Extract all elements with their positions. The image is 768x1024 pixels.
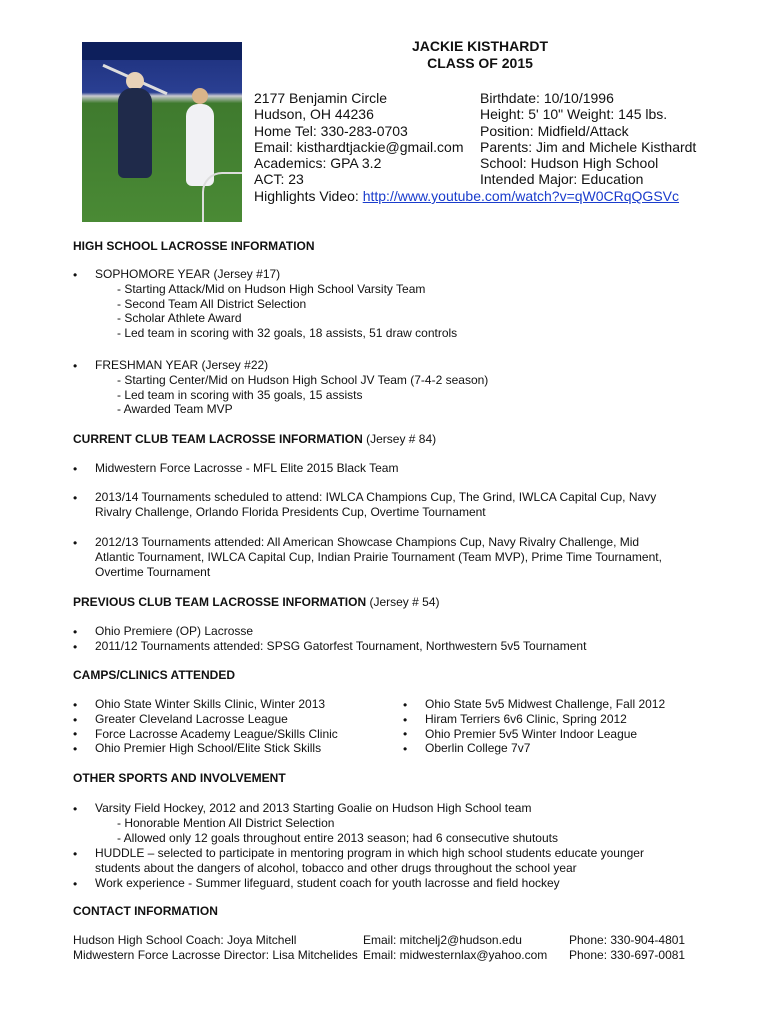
list-item: - Led team in scoring with 35 goals, 15 assists — [117, 387, 363, 402]
bullet: • — [73, 359, 78, 373]
contact-email — [363, 933, 547, 963]
highlights-video — [254, 188, 679, 204]
director-phone: Phone: 330-697-0081 — [569, 947, 686, 962]
section-contact: CONTACT INFORMATION — [73, 904, 218, 918]
list-item: - Starting Center/Mid on Hudson High School JV Team (7-4-2 season) — [117, 372, 489, 387]
photo-defender-head — [192, 88, 208, 104]
bullet: • — [403, 727, 408, 741]
field-hockey — [95, 801, 558, 845]
bullet: • — [73, 727, 78, 741]
list-item: - Scholar Athlete Award — [117, 311, 242, 326]
camps-right — [425, 697, 665, 756]
list-item: Greater Cleveland Lacrosse League — [95, 711, 288, 726]
section-previous-club: PREVIOUS CLUB TEAM LACROSSE INFORMATION (Jersey # 54) — [73, 595, 440, 609]
intended-major: Intended Major: Education — [480, 171, 644, 188]
bullet: • — [73, 847, 78, 861]
text-line: Rivalry Challenge, Orlando Florida Presidents Cup, Overtime Tournament — [95, 504, 486, 519]
list-item: - Led team in scoring with 32 goals, 18 assists, 51 draw controls — [117, 326, 458, 341]
list-item: Ohio Premier High School/Elite Stick Skills — [95, 741, 322, 756]
bullet: • — [73, 491, 78, 505]
home-tel: Home Tel: 330-283-0703 — [254, 122, 408, 139]
list-item: - Starting Attack/Mid on Hudson High School Varsity Team — [117, 281, 426, 296]
sophomore-year — [95, 267, 457, 341]
freshman-year — [95, 358, 488, 417]
photo-player — [118, 88, 152, 178]
coach-name: Hudson High School Coach: Joya Mitchell — [73, 933, 297, 947]
list-item: Ohio State Winter Skills Clinic, Winter 2013 — [95, 697, 326, 711]
list-item: - Allowed only 12 goals throughout entire 2013 season; had 6 consecutive shutouts — [117, 830, 558, 845]
bullet: • — [73, 268, 78, 282]
bullet: • — [73, 713, 78, 727]
list-item: Oberlin College 7v7 — [425, 741, 531, 756]
email: Email: kisthardtjackie@gmail.com — [254, 138, 464, 155]
position: Position: Midfield/Attack — [480, 122, 629, 139]
huddle — [95, 846, 644, 876]
current-team: Midwestern Force Lacrosse - MFL Elite 2015 Black Team — [95, 461, 399, 475]
text-line: Varsity Field Hockey, 2012 and 2013 Starting Goalie on Hudson High School team — [95, 801, 532, 815]
list-item: - Awarded Team MVP — [117, 402, 233, 417]
section-other-sports: OTHER SPORTS AND INVOLVEMENT — [73, 771, 286, 785]
class-year: CLASS OF 2015 — [427, 55, 533, 71]
bullet: • — [73, 877, 78, 891]
academics: Academics: GPA 3.2 — [254, 155, 382, 172]
section-current-club: CURRENT CLUB TEAM LACROSSE INFORMATION (Jersey # 84) — [73, 432, 437, 446]
contact-left — [254, 90, 464, 188]
text-line: students about the dangers of alcohol, tobacco and other drugs throughout the school year — [95, 860, 577, 875]
bullet: • — [73, 462, 78, 476]
list-item: Ohio State 5v5 Midwest Challenge, Fall 2012 — [425, 697, 666, 711]
bullet: • — [73, 698, 78, 712]
text-line: Overtime Tournament — [95, 564, 211, 579]
list-item: 2011/12 Tournaments attended: SPSG Gatorfest Tournament, Northwestern 5v5 Tournament — [95, 638, 587, 653]
school: School: Hudson High School — [480, 155, 659, 172]
birthdate: Birthdate: 10/10/1996 — [480, 90, 614, 106]
photo-goal-net — [202, 172, 242, 222]
video-link[interactable]: http://www.youtube.com/watch?v=qW0CRqQGSVc — [362, 188, 680, 204]
previous-club-jersey: (Jersey # 54) — [366, 595, 440, 609]
act-score: ACT: 23 — [254, 171, 304, 188]
text-line: 2013/14 Tournaments scheduled to attend: IWLCA Champions Cup, The Grind, IWLCA Capital Cup, Navy — [95, 490, 657, 504]
list-item: - Second Team All District Selection — [117, 296, 307, 311]
previous-club-list — [95, 624, 586, 654]
bullet: • — [73, 625, 78, 639]
contact-who — [73, 933, 358, 963]
text-line: 2012/13 Tournaments attended: All American Showcase Champions Cup, Navy Rivalry Challenge, Mid — [95, 535, 640, 549]
bullet: • — [73, 536, 78, 550]
bullet: • — [73, 742, 78, 756]
section-camps: CAMPS/CLINICS ATTENDED — [73, 668, 235, 682]
section-high-school: HIGH SCHOOL LACROSSE INFORMATION — [73, 239, 315, 253]
tournaments-2012-13 — [95, 535, 662, 579]
parents: Parents: Jim and Michele Kisthardt — [480, 138, 697, 155]
video-label: Highlights Video: — [254, 188, 363, 204]
coach-email: Email: mitchelj2@hudson.edu — [363, 933, 522, 947]
text-line: HUDDLE – selected to participate in mentoring program in which high school students educate younger — [95, 846, 644, 860]
address-line-1: 2177 Benjamin Circle — [254, 90, 388, 106]
current-club-jersey: (Jersey # 84) — [362, 432, 437, 446]
bullet: • — [73, 640, 78, 654]
player-name: JACKIE KISTHARDT — [411, 38, 549, 54]
bullet: • — [403, 742, 408, 756]
bullet: • — [403, 698, 408, 712]
list-item: Force Lacrosse Academy League/Skills Clinic — [95, 726, 338, 741]
camps-left — [95, 697, 338, 756]
photo-defender — [186, 104, 214, 186]
tournaments-2013-14 — [95, 490, 656, 520]
list-item: Ohio Premier 5v5 Winter Indoor League — [425, 726, 638, 741]
work-experience: Work experience - Summer lifeguard, student coach for youth lacrosse and field hockey — [95, 876, 560, 890]
text-line: Atlantic Tournament, IWLCA Capital Cup, Indian Prairie Tournament (Team MVP), Prime Time Tournament, — [95, 549, 662, 564]
height-weight: Height: 5' 10" Weight: 145 lbs. — [480, 106, 668, 123]
list-item: Hiram Terriers 6v6 Clinic, Spring 2012 — [425, 711, 627, 726]
freshman-title: FRESHMAN YEAR (Jersey #22) — [95, 358, 269, 372]
bullet: • — [403, 713, 408, 727]
list-item: Ohio Premiere (OP) Lacrosse — [95, 624, 254, 638]
list-item: - Honorable Mention All District Selection — [117, 815, 335, 830]
sophomore-title: SOPHOMORE YEAR (Jersey #17) — [95, 267, 281, 281]
address-line-2: Hudson, OH 44236 — [254, 106, 374, 123]
coach-phone: Phone: 330-904-4801 — [569, 933, 686, 947]
contact-right — [480, 90, 696, 188]
bullet: • — [73, 802, 78, 816]
director-name: Midwestern Force Lacrosse Director: Lisa Mitchelides — [73, 947, 358, 962]
director-email: Email: midwesternlax@yahoo.com — [363, 947, 548, 962]
contact-phone — [569, 933, 685, 963]
